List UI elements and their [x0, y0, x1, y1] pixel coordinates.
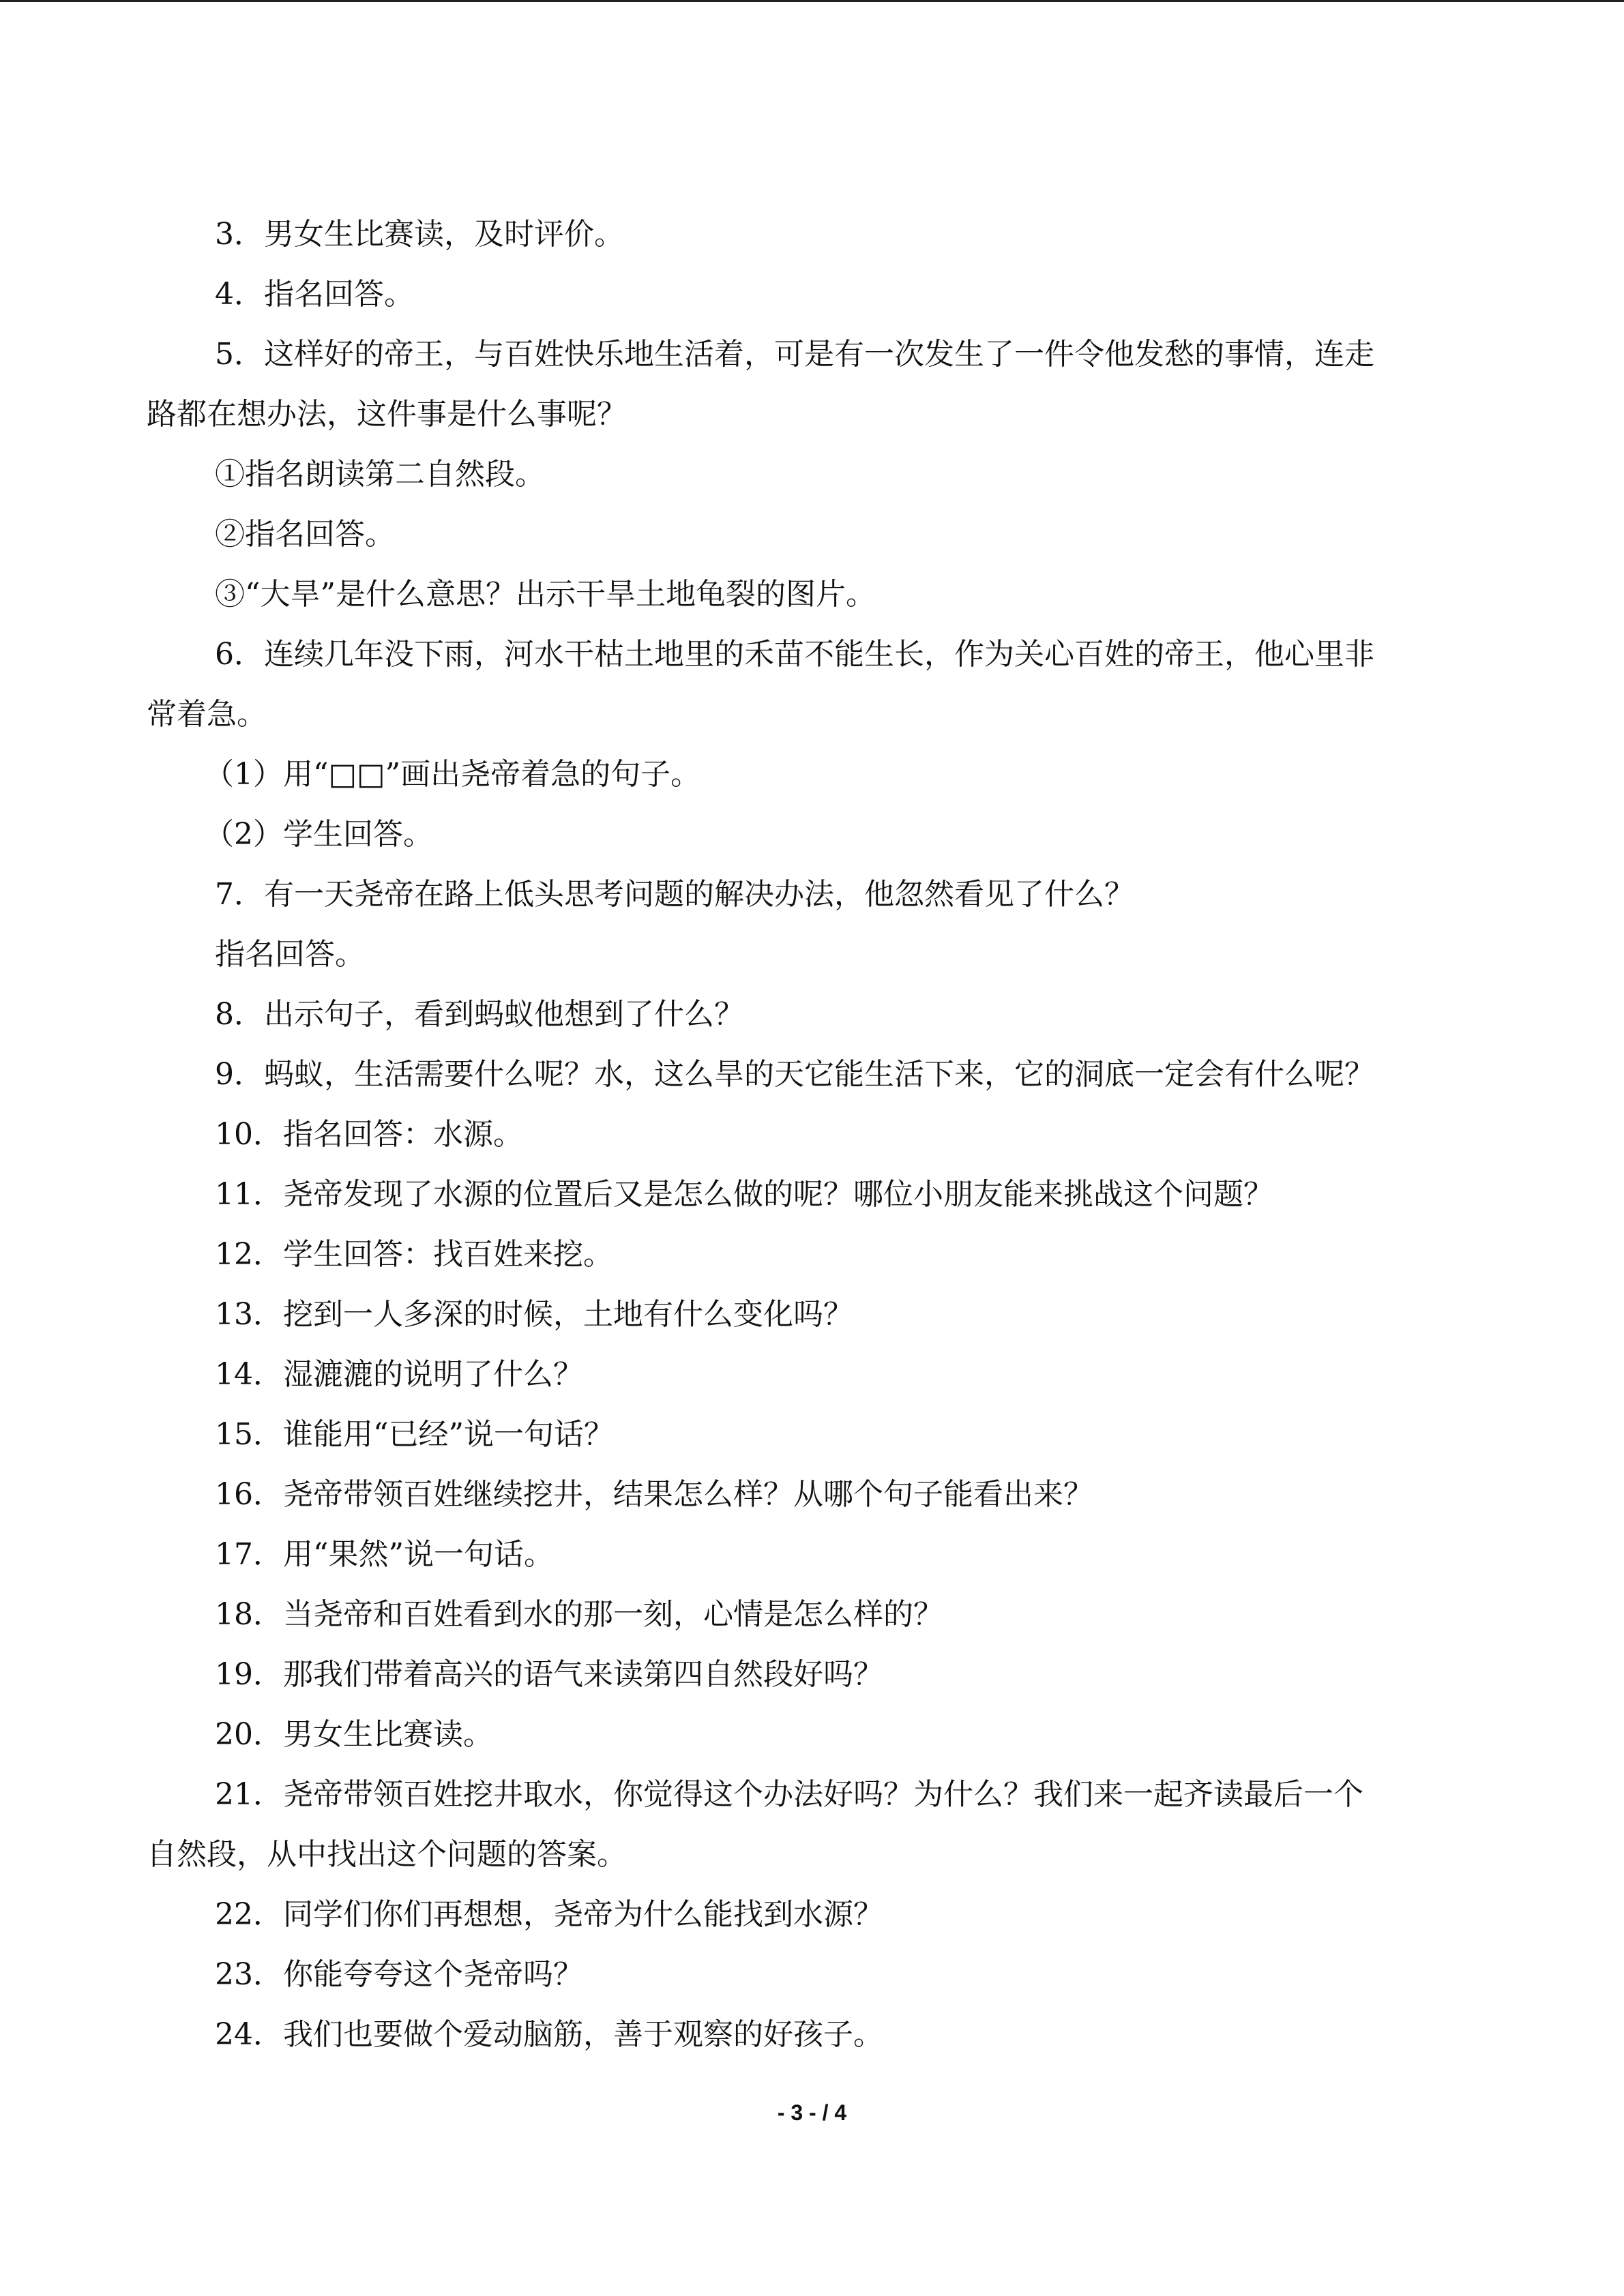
- paragraph-line: 20．男女生比赛读。: [215, 1717, 493, 1752]
- paragraph-line: 15．谁能用“已经”说一句话？: [215, 1417, 614, 1452]
- paragraph-line: 5．这样好的帝王，与百姓快乐地生活着，可是有一次发生了一件令他发愁的事情，连走: [215, 337, 1374, 372]
- paragraph-line: 18．当尧帝和百姓看到水的那一刻，心情是怎么样的？: [215, 1597, 943, 1632]
- paragraph-line: 9．蚂蚁，生活需要什么呢？水，这么旱的天它能生活下来，它的洞底一定会有什么呢？: [215, 1057, 1374, 1092]
- paragraph-line: 路都在想办法，这件事是什么事呢？: [147, 397, 627, 432]
- paragraph-line: 自然段，从中找出这个问题的答案。: [147, 1837, 627, 1872]
- paragraph-line: 12．学生回答：找百姓来挖。: [215, 1237, 613, 1272]
- top-border-line: [0, 0, 1624, 2]
- paragraph-line: 11．尧帝发现了水源的位置后又是怎么做的呢？哪位小朋友能来挑战这个问题？: [215, 1177, 1273, 1212]
- paragraph-line: ②指名回答。: [215, 517, 395, 552]
- paragraph-line: 13．挖到一人多深的时候，土地有什么变化吗？: [215, 1297, 853, 1332]
- paragraph-line: 4．指名回答。: [215, 277, 414, 312]
- paragraph-line: 16．尧帝带领百姓继续挖井，结果怎么样？从哪个句子能看出来？: [215, 1477, 1093, 1512]
- paragraph-line: 常着急。: [147, 697, 267, 732]
- paragraph-line: 14．湿漉漉的说明了什么？: [215, 1357, 583, 1392]
- paragraph-line: 3．男女生比赛读，及时评价。: [215, 217, 624, 252]
- paragraph-line: 23．你能夸夸这个尧帝吗？: [215, 1957, 583, 1992]
- paragraph-line: 21．尧帝带领百姓挖井取水，你觉得这个办法好吗？为什么？我们来一起齐读最后一个: [215, 1777, 1363, 1812]
- document-body: [147, 205, 1477, 2065]
- paragraph-line: 19．那我们带着高兴的语气来读第四自然段好吗？: [215, 1657, 883, 1692]
- paragraph-line: （2）学生回答。: [204, 817, 433, 852]
- paragraph-line: （1）用“□□”画出尧帝着急的句子。: [204, 757, 701, 792]
- paragraph-line: 6．连续几年没下雨，河水干枯土地里的禾苗不能生长，作为关心百姓的帝王，他心里非: [215, 637, 1374, 672]
- paragraph-line: 10．指名回答：水源。: [215, 1117, 523, 1152]
- page-number: - 3 - / 4: [777, 2100, 847, 2125]
- paragraph-line: 7．有一天尧帝在路上低头思考问题的解决办法，他忽然看见了什么？: [215, 877, 1134, 912]
- paragraph-line: 8．出示句子，看到蚂蚁他想到了什么？: [215, 997, 744, 1032]
- paragraph-line: 17．用“果然”说一句话。: [215, 1537, 554, 1572]
- paragraph-line: 22．同学们你们再想想，尧帝为什么能找到水源？: [215, 1897, 883, 1932]
- paragraph-line: 指名回答。: [215, 937, 365, 972]
- paragraph-line: ①指名朗读第二自然段。: [215, 457, 545, 492]
- paragraph-line: 24．我们也要做个爱动脑筋，善于观察的好孩子。: [215, 2017, 883, 2052]
- paragraph-line: ③“大旱”是什么意思？出示干旱土地龟裂的图片。: [215, 577, 876, 612]
